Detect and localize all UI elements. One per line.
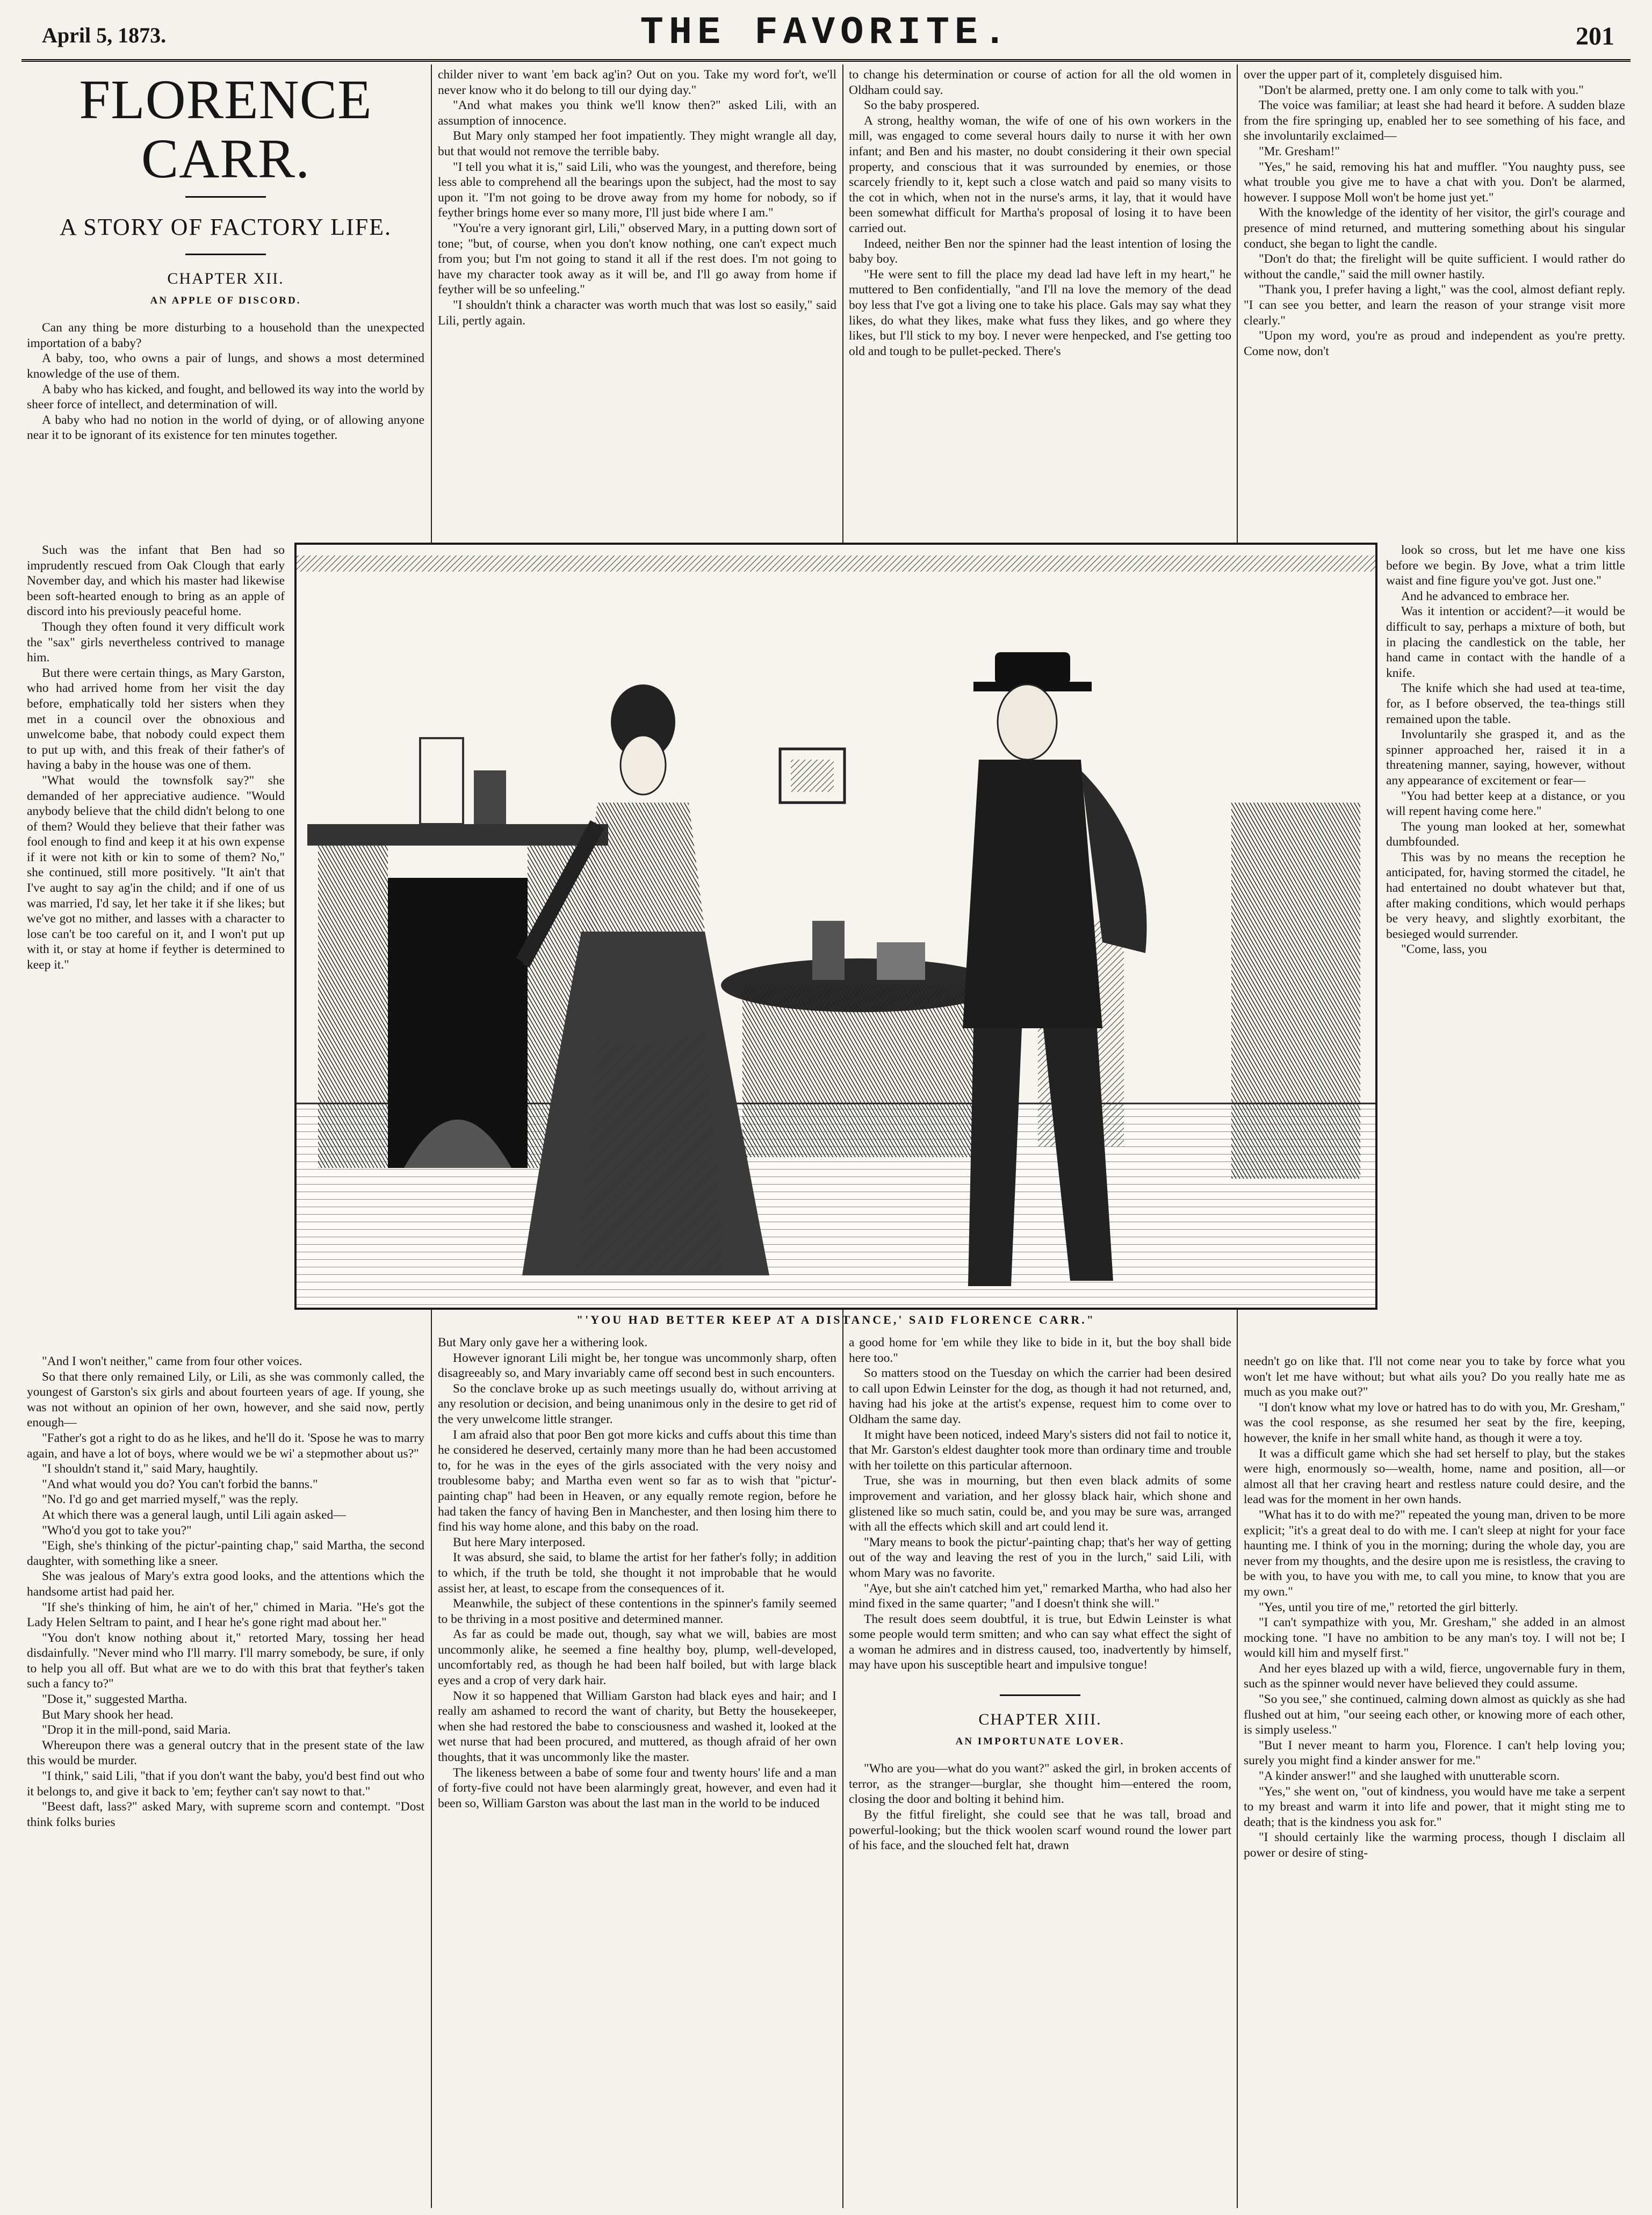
chapter-heading: CHAPTER XIII. (978, 1711, 1102, 1729)
paragraph: A strong, healthy woman, the wife of one of his own workers in the mill, was engaged to come several hours daily to nurse it with her own infant; and Ben and his master, no doubt considering it their own special property, and conscious that it was surrounded by enemies, or those scarcely friendly to it, kept such a close watch and paid so many visits to the cot in which, when not in the nurse's arms, it lay, that it would have been somewhat difficult for Martha's proposal of losing it to have been carried out. (849, 113, 1231, 235)
paragraph: Meanwhile, the subject of these contentions in the spinner's family seemed to be thriving in a most positive and determined manner. (438, 1597, 836, 1626)
paragraph: And he advanced to embrace her. (1401, 589, 1570, 603)
engraving-scene (297, 545, 1375, 1308)
paragraph: I am afraid also that poor Ben got more kicks and cuffs about this time than he considered he deserved, certainly many more than he had been accustomed to, for he was in the eyes of the girls associated with the very noisy and troublesome baby; and Martha even went so far as to wish that "pictur'-painting chap" had been in Heaven, or any equally remote region, before he had taken the fancy of having Ben in Manchester, and then losing him there to find his way home alone, and this baby on the road. (438, 1427, 836, 1534)
paragraph: It was absurd, she said, to blame the artist for her father's folly; in addition to which, if the truth be told, she thought it not improbable that he would assist her, at least, to escape from the consequences of it. (438, 1550, 836, 1596)
paragraph: But Mary only stamped her foot impatiently. They might wrangle all day, but that would not remove the terrible baby. (438, 129, 836, 158)
paragraph: So matters stood on the Tuesday on which the carrier had been desired to call upon Edwin Leinster for the dog, as though it had not returned, and, having had his joke at the artist's expense, request him to come over to Oldham the same day. (849, 1366, 1231, 1426)
paragraph: "Don't be alarmed, pretty one. I am only come to talk with you." (1259, 83, 1584, 97)
paragraph: "Beest daft, lass?" asked Mary, with supreme scorn and contempt. "Dost think folks buries (27, 1800, 424, 1829)
paragraph: look so cross, but let me have one kiss before we begin. By Jove, what a trim little waist and fine figure you've got. Just one." (1386, 543, 1625, 588)
paragraph: The voice was familiar; at least she had heard it before. A sudden blaze from the fire springing up, enabled her to see something of his face, and she involuntarily exclaimed— (1244, 98, 1625, 143)
illustration (294, 543, 1377, 1310)
paragraph: The young man looked at her, somewhat dumbfounded. (1386, 819, 1625, 849)
story-subtitle: A STORY OF FACTORY LIFE. (59, 214, 392, 240)
paragraph: "Drop it in the mill-pond, said Maria. (42, 1723, 231, 1737)
paragraph: But here Mary interposed. (453, 1535, 586, 1549)
paragraph: "And what makes you think we'll know then?" asked Lili, with an assumption of innocence. (438, 98, 836, 128)
column-2-top (438, 67, 836, 540)
paragraph: "Dose it," suggested Martha. (42, 1692, 187, 1707)
paragraph: "So you see," she continued, calming down almost as quickly as she had flushed out at him, "our seeing each other, or knowing more of each other, is simply useless." (1244, 1692, 1625, 1737)
paragraph: At which there was a general laugh, until Lili again asked— (42, 1507, 346, 1522)
paragraph: It was a difficult game which she had set herself to play, but the stakes were high, enormously so—wealth, home, name and position, all—or almost all that her craving heart and restless nature could desire, and the lead was for the moment in her own hands. (1244, 1446, 1625, 1507)
column-3-bottom (849, 1335, 1231, 2208)
paragraph: She was jealous of Mary's extra good looks, and the attentions which the handsome artist had paid her. (27, 1569, 424, 1599)
paragraph: "But I never meant to harm you, Florence. I can't help loving you; surely you might find a kinder answer for me." (1244, 1738, 1625, 1768)
paragraph: "Upon my word, you're as proud and independent as you're pretty. Come now, don't (1244, 329, 1625, 358)
paragraph: With the knowledge of the identity of her visitor, the girl's courage and presence of mind returned, and muttering something about his singular conduct, she began to light the candle. (1244, 206, 1625, 251)
paragraph: But Mary shook her head. (42, 1707, 174, 1722)
paragraph: So the baby prospered. (864, 98, 980, 113)
paragraph: "If she's thinking of him, he ain't of her," chimed in Maria. "He's got the Lady Helen Seltram to paint, and I hear he's gone right mad about her." (27, 1600, 424, 1630)
paragraph: The result does seem doubtful, it is true, but Edwin Leinster is what some people would term smitten; and who can say what effect the sight of a woman he admires and in distress caused, too, inadvertently by himself, may have upon his susceptible heart and impulsive tongue! (849, 1612, 1231, 1672)
paragraph: Whereupon there was a general outcry that in the present state of the law this would be murder. (27, 1738, 424, 1768)
paragraph: So that there only remained Lily, or Lili, as she was commonly called, the youngest of Garston's six girls and about fourteen years of age. If young, she was not without an opinion of her own, however, and she said now, pertly enough— (27, 1369, 424, 1430)
paragraph: "And I won't neither," came from four other voices. (42, 1354, 302, 1368)
cabinet (1231, 803, 1360, 1179)
subtitle-rule (185, 254, 266, 255)
paragraph: "Aye, but she ain't catched him yet," remarked Martha, who had also her mind fixed in the same quarter; "and I doesn't think she will." (849, 1581, 1231, 1611)
paragraph: "No. I'd go and get married myself," was the reply. (42, 1492, 299, 1507)
paragraph: "You're a very ignorant girl, Lili," observed Mary, in a putting down sort of tone; "but, of course, when you don't know nothing, one can't expect much from you; but I'm not going to stand it all if the rest does. I'm not going to have my character took away as it will be, and I'll go away from home if feyther will be so unfeeling." (438, 221, 836, 297)
paragraph: a good home for 'em while they like to bide in it, but the boy shall bide here too." (849, 1336, 1231, 1365)
paragraph: Now it so happened that William Garston had black eyes and hair; and I really am ashamed to record the want of charity, but Betty the housekeeper, when she had restored the babe to consciousness and washed it, looked at the wet nurse that had been procured, and muttered, as though afraid of her own thoughts, that it was uncommonly like the master. (438, 1689, 836, 1765)
paragraph: "Yes," he said, removing his hat and muffler. "You naughty puss, see what trouble you give me to have a chat with you. Don't be alarmed, however. I suppose Moll won't be home just yet." (1244, 160, 1625, 205)
paragraph: to change his determination or course of action for all the old women in Oldham could say. (849, 68, 1231, 97)
paragraph: "You don't know nothing about it," retorted Mary, tossing her head disdainfully. "Never mind who I'll marry. I'll marry somebody, be sure, if only to help you all off. But what are we to do with this brat that feyther's taken such a fancy to?" (27, 1630, 424, 1691)
paragraph: "Don't do that; the firelight will be quite sufficient. I would rather do without the candle," said the mill owner hastily. (1244, 252, 1625, 282)
paragraph: "I can't sympathize with you, Mr. Gresham," she added in an almost mocking tone. "I have no ambition to be any man's toy. I will not be; I would kill him and myself first." (1244, 1615, 1625, 1661)
paragraph: "Mr. Gresham!" (1259, 144, 1340, 158)
paragraph: A baby who has kicked, and fought, and bellowed its way into the world by sheer force of intellect, and determination of will. (27, 382, 424, 412)
paragraph: "You had better keep at a distance, or you will repent having come here." (1386, 789, 1625, 819)
paragraph: "Mary means to book the pictur'-painting chap; that's her way of getting out of the way and leaving the rest of you in the lurch," said Lili, with whom Mary was no favorite. (849, 1535, 1231, 1580)
paragraph: needn't go on like that. I'll not come near you to take by force what you won't let me have without; but what ails you? Do you really hate me as much as you make out?" (1244, 1354, 1625, 1399)
page-number: 201 (1576, 22, 1614, 50)
chapter-title: AN APPLE OF DISCORD. (150, 294, 301, 306)
chapter-heading: CHAPTER XII. (167, 270, 284, 287)
paragraph: But there were certain things, as Mary Garston, who had arrived home from her visit the day before, emphatically told her sisters when they met in a council over the obnoxious and unwelcome babe, that nobody could expect them to put up with, and this freak of their father's of having a baby in the house was one of them. (27, 666, 285, 773)
paragraph: By the fitful firelight, she could see that he was tall, broad and powerful-looking; but the thick woolen scarf wound round the lower part of his face, and the slouched felt hat, drawn (849, 1808, 1231, 1853)
paragraph: childer niver to want 'em back ag'in? Out on you. Take my word for't, we'll never know who it do belong to till our dying day." (438, 68, 836, 97)
column-1-top (27, 67, 424, 540)
title-rule (185, 196, 266, 198)
paragraph: Involuntarily she grasped it, and as the spinner approached her, raised it in a threatening manner, saying, however, without any appearance of excitement or fear— (1386, 727, 1625, 788)
paragraph: over the upper part of it, completely disguised him. (1244, 68, 1503, 82)
issue-date: April 5, 1873. (42, 23, 167, 47)
paragraph: "And what would you do? You can't forbid the banns." (42, 1477, 318, 1491)
paragraph: "Eigh, she's thinking of the pictur'-painting chap," said Martha, the second daughter, with something like a sneer. (27, 1539, 424, 1568)
paragraph: "I should certainly like the warming process, though I disclaim all power or desire of sting- (1244, 1830, 1625, 1860)
paragraph: Was it intention or accident?—it would be difficult to say, perhaps a mixture of both, but in placing the candlestick on the table, her hand came in contact with the handle of a knife. (1386, 604, 1625, 680)
paragraph: The knife which she had used at tea-time, for, as I before observed, the tea-things still remained upon the table. (1386, 681, 1625, 726)
column-4-narrow (1386, 543, 1625, 1351)
paragraph: "Who'd you got to take you?" (42, 1523, 192, 1538)
column-3-top (849, 67, 1231, 540)
paragraph: Indeed, neither Ben nor the spinner had the least intention of losing the baby boy. (849, 236, 1231, 266)
paragraph: "Yes, until you tire of me," retorted the girl bitterly. (1259, 1600, 1518, 1614)
paragraph: "I tell you what it is," said Lili, who was the youngest, and therefore, being less able to comprehend all the bearings upon the subject, had the most to say upon it. "I'm not going to be drove away from my home for nobody, so if feyther brings home ever so many more, I'll just bide where I am." (438, 160, 836, 220)
paragraph: And her eyes blazed up with a wild, fierce, ungovernable fury in them, such as the spinner would never have believed they could assume. (1244, 1661, 1625, 1691)
paragraph: Such was the infant that Ben had so imprudently rescued from Oak Clough that early November day, and which his master had likewise been soft-hearted enough to bring as an apple of discord into his previously peaceful home. (27, 543, 285, 619)
paragraph: However ignorant Lili might be, her tongue was uncommonly sharp, often disagreeably so, and Mary invariably came off second best in such encounters. (438, 1351, 836, 1381)
column-1-narrow (27, 543, 285, 1351)
paragraph: "Who are you—what do you want?" asked the girl, in broken accents of terror, as the stranger—burglar, she thought him—entered the room, closing the door and bolting it behind him. (849, 1762, 1231, 1807)
chapter-rule (1000, 1694, 1080, 1696)
column-2-bottom (438, 1335, 836, 2208)
paragraph: As far as could be made out, though, say what we will, babies are most uncommonly alike, he seemed a fine healthy boy, plump, well-developed, uncomfortably red, as though he had been half boiled, but with large black eyes and a crop of very dark hair. (438, 1627, 836, 1688)
paragraph: Though they often found it very difficult work the "sax" girls nevertheless contrived to manage him. (27, 619, 285, 665)
paragraph: "I think," said Lili, "that if you don't want the baby, you'd best find out who it belongs to, and give it back to 'em; feyther can't say nowt to that." (27, 1769, 424, 1799)
paragraph: "Yes," she went on, "out of kindness, you would have me take a serpent to my breast and warm it into life and power, that it might sting me to death; that is the kindness you ask for." (1244, 1784, 1625, 1829)
paragraph: "Thank you, I prefer having a light," was the cool, almost defiant reply. "I can see you better, and learn the reason of your strange visit more clearly." (1244, 283, 1625, 328)
story-title: FLORENCE CARR. (79, 69, 372, 190)
paragraph: It might have been noticed, indeed Mary's sisters did not fail to notice it, that Mr. Garston's eldest daughter took more than ordinary time and trouble with her toilette on this particular afternoon. (849, 1427, 1231, 1473)
paragraph: True, she was in mourning, but then even black admits of some improvement and variation, and her glossy black hair, which shone and glistened like so much satin, could be, and you may be sure was, arranged with all the effects which skill and art could lend it. (849, 1474, 1231, 1534)
chapter-title: AN IMPORTUNATE LOVER. (955, 1735, 1125, 1747)
paragraph: "He were sent to fill the place my dead lad have left in my heart," he muttered to Ben confidentially, "and I'll na love the memory of the dead boy less that I've got a living one to take his place. Gals may say what they likes, do what they likes, make what fuss they likes, and go where they likes, but I'll stick to my boy. I never were henpecked, and I'se getting too old and tough to be pullet-pecked. There's (849, 267, 1231, 358)
paragraph: "Come, lass, you (1401, 942, 1487, 957)
paragraph: Can any thing be more disturbing to a household than the unexpected importation of a baby? (27, 321, 424, 350)
paragraph: "I shouldn't stand it," said Mary, haughtily. (42, 1462, 258, 1476)
masthead-rule (21, 59, 1631, 62)
paragraph: So the conclave broke up as such meetings usually do, without arriving at any resolution or decision, and being unanimous only in the desire to get rid of the very unwelcome little stranger. (438, 1381, 836, 1426)
paragraph: The likeness between a babe of some four and twenty hours' life and a man of forty-five could not have been alarmingly great, however, and even had it been so, William Garston was about the last man in the world to be induced (438, 1765, 836, 1810)
paragraph: But Mary only gave her a withering look. (438, 1336, 648, 1350)
column-4-bottom (1244, 1354, 1625, 2208)
paragraph: "I don't know what my love or hatred has to do with you, Mr. Gresham," was the cool response, as she resumed her seat by the fire, keeping, however, the knife in her small white hand, as though it were a toy. (1244, 1400, 1625, 1445)
paragraph: This was by no means the reception he anticipated, for, having stormed the citadel, he had entertained no doubt whatever but that, after making conditions, which would perhaps be very heavy, and slightly exorbitant, the besieged would surrender. (1386, 850, 1625, 941)
paragraph: "I shouldn't think a character was worth much that was lost so easily," said Lili, pertly again. (438, 298, 836, 328)
newspaper-name: THE FAVORITE. (640, 11, 1012, 55)
paragraph: "A kinder answer!" and she laughed with unutterable scorn. (1259, 1769, 1560, 1784)
masthead (21, 10, 1631, 61)
paragraph: "What has it to do with me?" repeated the young man, driven to be more explicit; "it's a great deal to do with me. I can't sleep at night for your face haunting me. I think of you in the morning; during the whole day, you are never from my thoughts, and the desire upon me is resistless, the craving to be with you, to have you with me, to call you mine, to know that you are my own." (1244, 1507, 1625, 1599)
paragraph: "Father's got a right to do as he likes, and he'll do it. 'Spose he was to marry again, and have a lot of boys, where would we be wi' a stepmother about us?" (27, 1431, 424, 1461)
paragraph: A baby, too, who owns a pair of lungs, and shows a most determined knowledge of the use of them. (27, 351, 424, 381)
column-1-bottom (27, 1354, 424, 2208)
column-4-top (1244, 67, 1625, 540)
illustration-caption: "'YOU HAD BETTER KEEP AT A DISTANCE,' SAID FLORENCE CARR." (576, 1313, 1096, 1326)
paragraph: A baby who had no notion in the world of dying, or of allowing anyone near it to be ignorant of its existence for ten minutes together. (27, 413, 424, 443)
paragraph: "What would the townsfolk say?" she demanded of her appreciative audience. "Would anybody believe that the child didn't belong to one of them? Would they believe that their father was fool enough to find and keep it at his own expense if it were not kith or kin to some of them? No," she continued, still more positively. "It ain't that I've aught to say ag'in the child; and if one of us was married, I'd say, let her take it if she likes; but we've got no mither, and lasses with a character to lose can't be too careful on it, and I won't put up with it, or stay at home if feyther is determined to keep it." (27, 773, 285, 972)
